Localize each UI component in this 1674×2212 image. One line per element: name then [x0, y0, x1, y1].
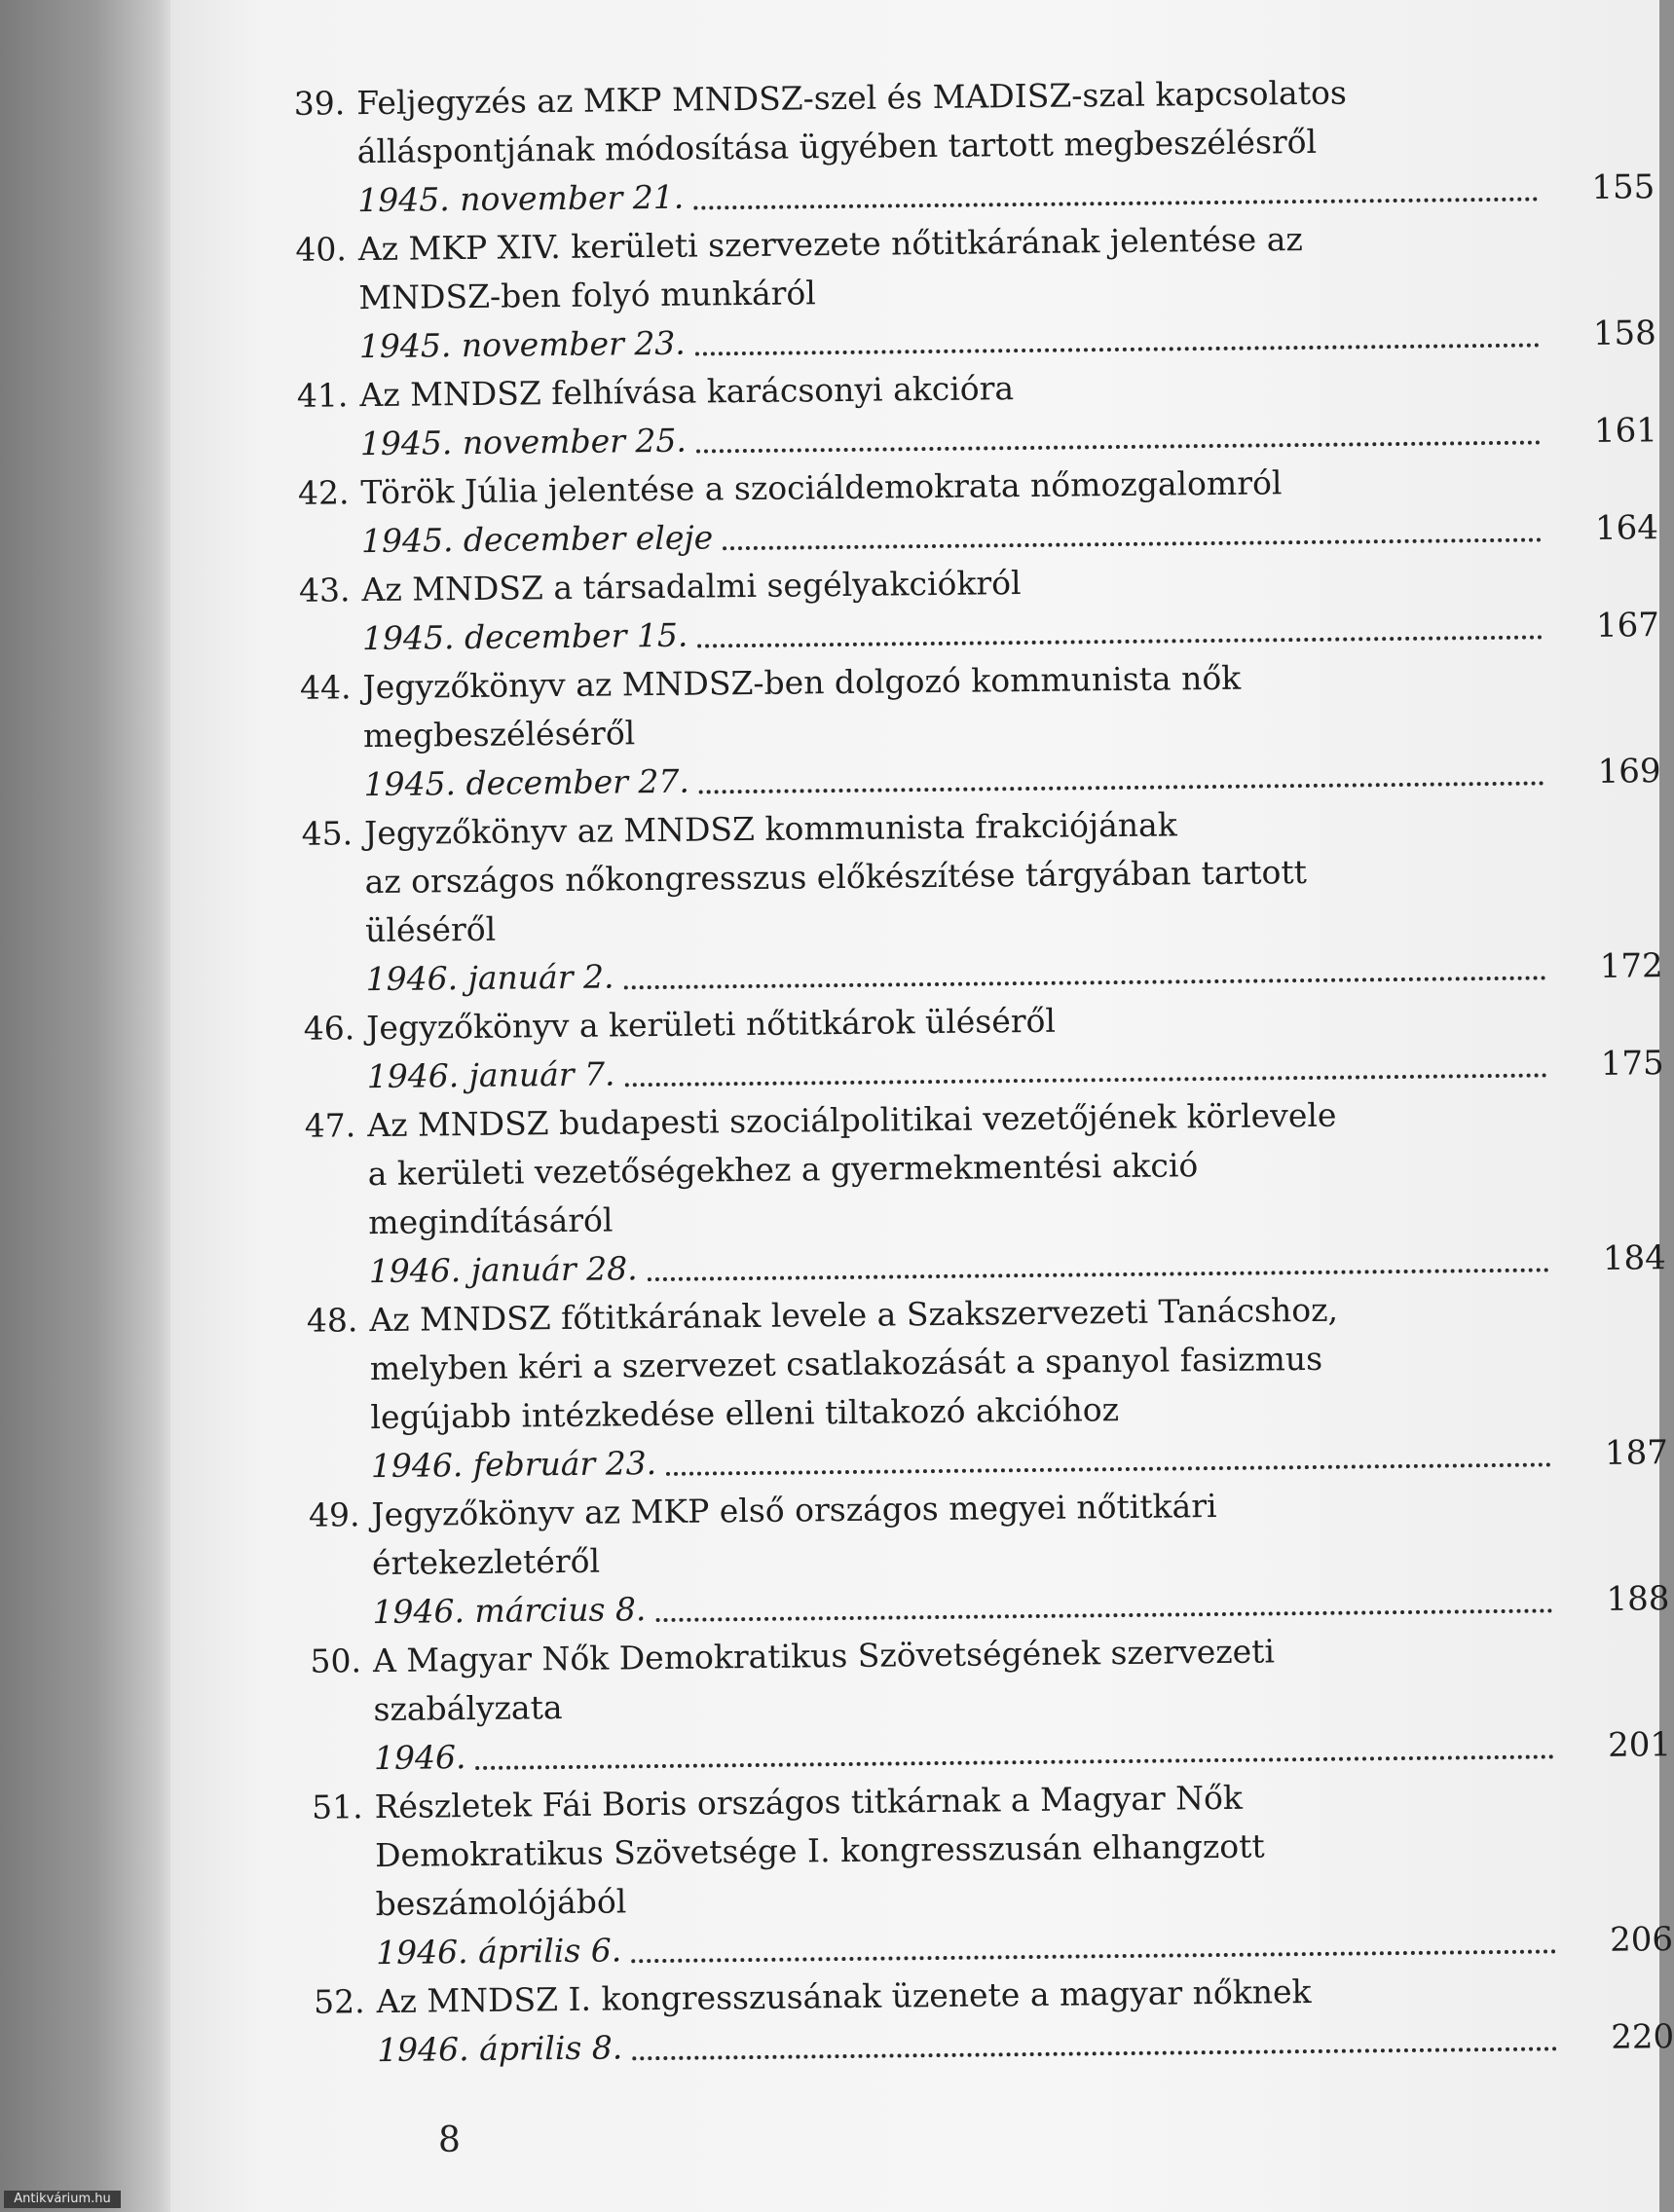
toc-entry: [297, 1623, 1671, 1784]
toc-entry-page-ref[interactable]: 164: [1594, 508, 1659, 548]
toc-entry-page-ref[interactable]: 155: [1591, 167, 1655, 207]
toc-entry-date: 1945. december 27.: [363, 761, 690, 804]
toc-entry-title: Az MKP XIV. kerületi szervezete nőtitkárának jelentése az: [357, 220, 1303, 269]
toc-entry-title: megbeszéléséről: [362, 714, 636, 756]
toc-entry-title: Az MNDSZ budapesti szociálpolitikai vezetőjének körlevele: [367, 1095, 1337, 1145]
toc-entry-title: melyben kéri a szervezet csatlakozását a spanyol fasizmus: [369, 1339, 1323, 1388]
toc-entry-date: 1946. január 2.: [365, 957, 614, 999]
toc-entry-title: Részletek Fái Boris országos titkárnak a Magyar Nők: [374, 1778, 1244, 1826]
dot-leader: [624, 972, 1546, 989]
toc-entry-title: Jegyzőkönyv az MNDSZ-ben dolgozó kommunista nők: [362, 658, 1242, 707]
dot-leader: [648, 1264, 1549, 1281]
toc-entry-number: 46.: [303, 1009, 355, 1048]
toc-entry-number: 45.: [301, 814, 353, 853]
watermark: Antikvárium.hu: [4, 2191, 121, 2208]
toc-entry: [290, 990, 1664, 1102]
toc-entry-title: üléséről: [364, 909, 497, 950]
toc-entry-date: 1945. december eleje: [360, 518, 714, 561]
toc-entry-title: legújabb intézkedése elleni tiltakozó akcióhoz: [370, 1390, 1120, 1437]
toc-entry-number: 47.: [304, 1106, 356, 1145]
dot-leader: [723, 534, 1542, 550]
toc-entry-number: 42.: [297, 473, 350, 512]
toc-entry: [291, 1088, 1666, 1297]
toc-entry: [288, 795, 1663, 1005]
toc-entry-title: Jegyzőkönyv az MNDSZ kommunista frakciójának: [363, 805, 1177, 853]
toc-entry-title: A Magyar Nők Demokratikus Szövetségének szervezeti: [372, 1632, 1276, 1680]
dot-leader: [631, 1945, 1556, 1963]
toc-entry-title: Az MNDSZ a társadalmi segélyakciókról: [361, 564, 1022, 609]
toc-entry-title: Jegyzőkönyv az MKP első országos megyei nőtitkári: [371, 1487, 1217, 1534]
toc-entry-title: szabályzata: [373, 1688, 563, 1729]
toc-entry-page-ref[interactable]: 201: [1607, 1725, 1672, 1765]
toc-entry-title: Az MNDSZ főtitkárának levele a Szakszervezeti Tanácshoz,: [369, 1290, 1339, 1340]
toc-entry-number: 39.: [293, 84, 346, 123]
toc-entry-date: 1946.: [373, 1738, 466, 1778]
toc-entry-title: álláspontjának módosítása ügyében tartott megbeszélésről: [356, 122, 1318, 171]
toc-entry: [298, 1769, 1673, 1978]
dot-leader: [695, 339, 1540, 355]
toc-entry: [300, 1964, 1674, 2076]
toc-entry-date: 1945. november 21.: [357, 177, 685, 220]
toc-entry-title: Demokratikus Szövetsége I. kongresszusán elhangzott: [374, 1826, 1265, 1875]
toc-entry-number: 40.: [295, 230, 348, 269]
toc-entry-title: megindításáról: [368, 1200, 614, 1242]
toc-entry-number: 41.: [296, 376, 349, 415]
toc-entry: [293, 1282, 1668, 1492]
toc-entry-title: Az MNDSZ I. kongresszusának üzenete a magyar nőknek: [376, 1972, 1312, 2021]
toc-entry-page-ref[interactable]: 161: [1593, 411, 1658, 451]
dot-leader: [655, 1604, 1552, 1622]
dot-leader: [697, 631, 1543, 647]
table-of-contents: [280, 65, 1674, 2076]
toc-entry-title: az országos nőkongresszus előkészítése tárgyában tartott: [364, 853, 1308, 902]
dot-leader: [625, 1069, 1547, 1087]
dot-leader: [632, 2043, 1557, 2060]
toc-entry: [282, 211, 1656, 372]
toc-entry: [295, 1477, 1669, 1638]
toc-entry-page-ref[interactable]: 188: [1606, 1579, 1670, 1619]
toc-entry-title: a kerületi vezetőségekhez a gyermekmentési akció: [367, 1146, 1199, 1194]
toc-entry-page-ref[interactable]: 158: [1592, 313, 1657, 353]
toc-entry-page-ref[interactable]: 175: [1600, 1044, 1664, 1084]
toc-entry-date: 1946. április 8.: [376, 2028, 623, 2070]
toc-entry-page-ref[interactable]: 206: [1609, 1920, 1674, 1960]
dot-leader: [666, 1458, 1551, 1476]
dot-leader: [696, 436, 1541, 453]
toc-entry-title: MNDSZ-ben folyó munkáról: [358, 274, 817, 317]
toc-entry: [280, 65, 1655, 226]
toc-entry-title: értekezletéről: [371, 1541, 601, 1583]
dot-leader: [699, 777, 1544, 793]
toc-entry-date: 1945. november 23.: [358, 323, 687, 366]
toc-entry-title: Török Júlia jelentése a szociáldemokrata nőmozgalomról: [360, 463, 1283, 512]
toc-entry-date: 1946. március 8.: [372, 1590, 647, 1632]
toc-entry-date: 1945. december 15.: [361, 615, 688, 658]
toc-entry-date: 1946. január 7.: [366, 1054, 615, 1096]
toc-entry-page-ref[interactable]: 172: [1599, 946, 1663, 986]
toc-entry-page-ref[interactable]: 220: [1611, 2017, 1674, 2057]
toc-entry: [286, 649, 1660, 810]
toc-entry-number: 51.: [311, 1788, 363, 1826]
toc-entry-date: 1946. február 23.: [370, 1444, 657, 1486]
toc-entry-title: Jegyzőkönyv a kerületi nőtitkárok üléséről: [365, 1001, 1057, 1048]
toc-entry-date: 1945. november 25.: [359, 421, 688, 463]
dot-leader: [476, 1751, 1555, 1770]
page-number: 8: [438, 2120, 461, 2160]
toc-entry: [283, 357, 1657, 469]
toc-entry-title: beszámolójából: [375, 1882, 627, 1924]
toc-entry-page-ref[interactable]: 184: [1602, 1238, 1666, 1278]
toc-entry-page-ref[interactable]: 169: [1597, 752, 1661, 792]
toc-entry-number: 44.: [299, 668, 352, 707]
toc-entry-date: 1946. január 28.: [368, 1249, 638, 1291]
toc-entry-title: Az MNDSZ felhívása karácsonyi akcióra: [359, 369, 1015, 415]
toc-entry-title: Feljegyzés az MKP MNDSZ-szel és MADISZ-szal kapcsolatos: [356, 73, 1348, 123]
toc-entry-number: 50.: [310, 1641, 362, 1680]
toc-entry-number: 43.: [298, 571, 351, 609]
book-spine-background: [0, 0, 175, 2212]
toc-entry-number: 49.: [308, 1495, 360, 1534]
toc-entry-page-ref[interactable]: 187: [1604, 1433, 1669, 1473]
toc-entry-page-ref[interactable]: 167: [1595, 606, 1660, 645]
toc-entry-number: 52.: [313, 1982, 365, 2021]
toc-entry: [285, 552, 1659, 664]
toc-entry-date: 1946. április 6.: [375, 1931, 622, 1972]
toc-entry: [284, 455, 1658, 567]
dot-leader: [693, 193, 1538, 209]
toc-entry-number: 48.: [306, 1301, 358, 1340]
